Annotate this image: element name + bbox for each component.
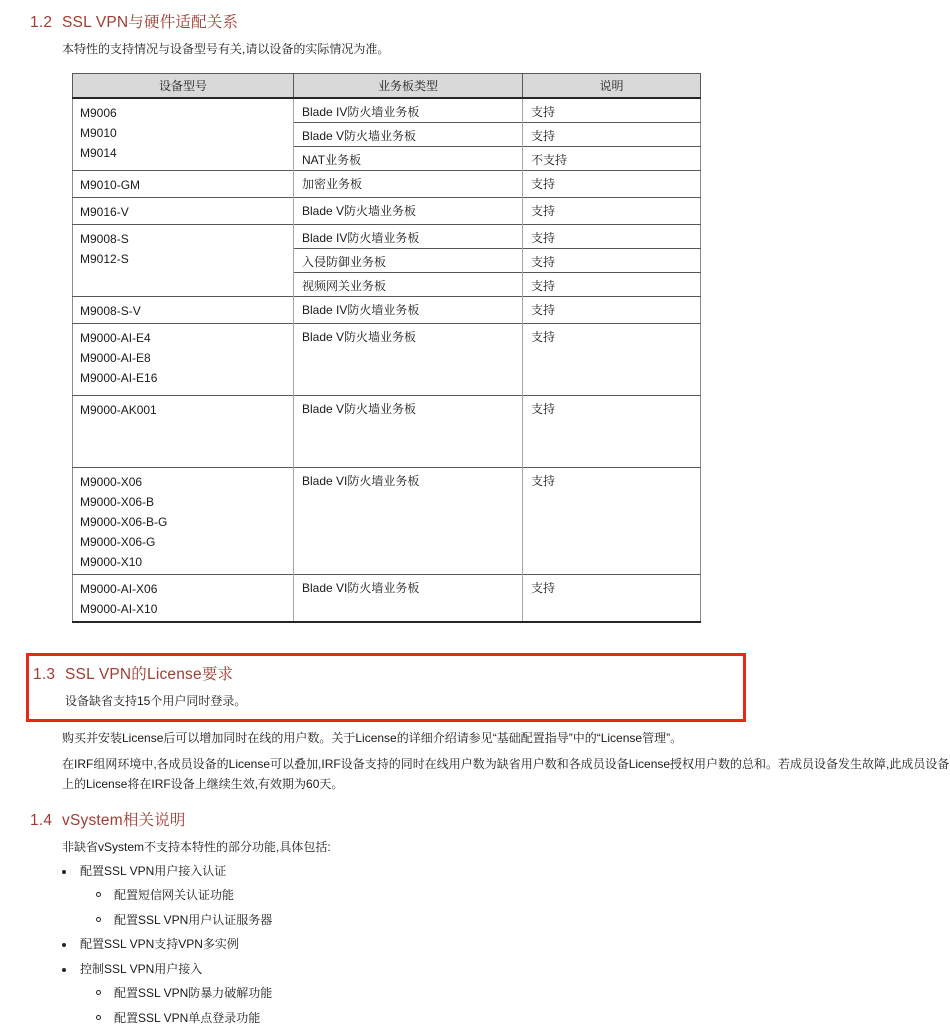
section-hw-intro: 本特性的支持情况与设备型号有关,请以设备的实际情况为准。 (62, 39, 950, 59)
board-type-cell: 视频网关业务板 (294, 272, 523, 296)
board-type-cell: Blade IV防火墙业务板 (294, 224, 523, 248)
support-cell: 支持 (523, 197, 701, 224)
device-model-cell (73, 170, 294, 197)
support-cell: 支持 (523, 467, 701, 574)
device-model: M9000-AI-E4 (80, 328, 287, 348)
device-model: M9000-AI-X10 (80, 599, 287, 619)
device-model: M9000-X06-G (80, 532, 287, 552)
device-model-cell (73, 467, 294, 574)
bullet-circle-icon (96, 892, 101, 897)
device-model-cell (73, 98, 294, 171)
license-purchase-note: 购买并安装License后可以增加同时在线的用户数。关于License的详细介绍请参见“基础配置指导”中的“License管理”。 (62, 728, 950, 748)
support-cell: 支持 (523, 248, 701, 272)
device-model: M9000-AI-E16 (80, 368, 287, 388)
support-cell: 支持 (523, 170, 701, 197)
col-header-board-type: 业务板类型 (294, 74, 523, 98)
table-row (73, 574, 701, 622)
section-heading-vsystem (30, 808, 950, 830)
device-model: M9014 (80, 143, 287, 163)
support-cell: 支持 (523, 98, 701, 123)
bullet-dot-icon (62, 968, 66, 972)
list-item (62, 935, 950, 955)
device-model-cell (73, 395, 294, 467)
support-cell: 支持 (523, 224, 701, 248)
table-row (73, 98, 701, 123)
device-model-cell (73, 323, 294, 395)
board-type-cell: Blade V防火墙业务板 (294, 197, 523, 224)
list-item (96, 1009, 950, 1028)
device-model: M9008-S-V (80, 301, 287, 321)
bullet-circle-icon (96, 1015, 101, 1020)
support-cell: 支持 (523, 122, 701, 146)
board-type-cell: Blade VI防火墙业务板 (294, 574, 523, 622)
compat-table (72, 73, 701, 623)
table-row (73, 323, 701, 395)
device-model-cell (73, 197, 294, 224)
section-heading-license (33, 662, 743, 684)
list-item (96, 911, 950, 931)
table-row (73, 467, 701, 574)
bullet-text: 配置SSL VPN支持VPN多实例 (80, 935, 950, 955)
board-type-cell: Blade V防火墙业务板 (294, 122, 523, 146)
board-type-cell: Blade V防火墙业务板 (294, 323, 523, 395)
board-type-cell: Blade IV防火墙业务板 (294, 98, 523, 123)
bullet-dot-icon (62, 870, 66, 874)
table-row (73, 170, 701, 197)
device-model-cell (73, 224, 294, 296)
table-row (73, 197, 701, 224)
bullet-text: 配置SSL VPN用户接入认证 (80, 862, 950, 882)
device-model: M9000-AI-X06 (80, 579, 287, 599)
list-item (62, 862, 950, 882)
table-row (73, 395, 701, 467)
board-type-cell: 入侵防御业务板 (294, 248, 523, 272)
bullet-circle-icon (96, 917, 101, 922)
board-type-cell: NAT业务板 (294, 146, 523, 170)
device-model: M9010 (80, 123, 287, 143)
device-model-cell (73, 574, 294, 622)
section-title: vSystem相关说明 (62, 808, 186, 830)
section-heading-hw (30, 10, 950, 32)
table-row (73, 296, 701, 323)
bullet-circle-icon (96, 990, 101, 995)
support-cell: 支持 (523, 272, 701, 296)
device-model: M9012-S (80, 249, 287, 269)
device-model: M9008-S (80, 229, 287, 249)
device-model: M9000-AI-E8 (80, 348, 287, 368)
device-model: M9016-V (80, 202, 287, 222)
table-row (73, 224, 701, 248)
license-default-users: 设备缺省支持15个用户同时登录。 (65, 691, 743, 711)
device-model: M9000-X06-B (80, 492, 287, 512)
bullet-text: 配置SSL VPN用户认证服务器 (114, 911, 950, 931)
support-cell: 支持 (523, 395, 701, 467)
support-cell: 支持 (523, 574, 701, 622)
board-type-cell: Blade V防火墙业务板 (294, 395, 523, 467)
support-cell: 支持 (523, 323, 701, 395)
bullet-text: 配置SSL VPN防暴力破解功能 (114, 984, 950, 1004)
device-model-cell (73, 296, 294, 323)
vsystem-intro: 非缺省vSystem不支持本特性的部分功能,具体包括: (62, 837, 950, 857)
section-title: SSL VPN与硬件适配关系 (62, 10, 238, 32)
device-model: M9000-X06 (80, 472, 287, 492)
section-number: 1.3 (33, 666, 65, 684)
bullet-text: 配置SSL VPN单点登录功能 (114, 1009, 950, 1028)
section-title: SSL VPN的License要求 (65, 662, 233, 684)
device-model: M9006 (80, 103, 287, 123)
bullet-text: 控制SSL VPN用户接入 (80, 960, 950, 980)
board-type-cell: Blade IV防火墙业务板 (294, 296, 523, 323)
board-type-cell: Blade VI防火墙业务板 (294, 467, 523, 574)
annotation-highlight-box (26, 653, 746, 722)
device-model: M9010-GM (80, 175, 287, 195)
col-header-description: 说明 (523, 74, 701, 98)
bullet-text: 配置短信网关认证功能 (114, 886, 950, 906)
compat-table-body (73, 98, 701, 622)
bullet-dot-icon (62, 943, 66, 947)
vsystem-list (30, 862, 950, 1028)
device-model: M9000-X06-B-G (80, 512, 287, 532)
section-number: 1.4 (30, 812, 62, 830)
device-model: M9000-X10 (80, 552, 287, 572)
list-item (96, 886, 950, 906)
support-cell: 支持 (523, 296, 701, 323)
support-cell: 不支持 (523, 146, 701, 170)
section-number: 1.2 (30, 14, 62, 32)
license-irf-note: 在IRF组网环境中,各成员设备的License可以叠加,IRF设备支持的同时在线用户数为缺省用户数和各成员设备License授权用户数的总和。若成员设备发生故障,此成员设备上的License将在IRF设备上继续生效,有效期为60天。 (62, 754, 950, 794)
table-header-row (73, 74, 701, 98)
device-model: M9000-AK001 (80, 400, 287, 420)
col-header-device-model: 设备型号 (73, 74, 294, 98)
list-item (96, 984, 950, 1004)
board-type-cell: 加密业务板 (294, 170, 523, 197)
list-item (62, 960, 950, 980)
